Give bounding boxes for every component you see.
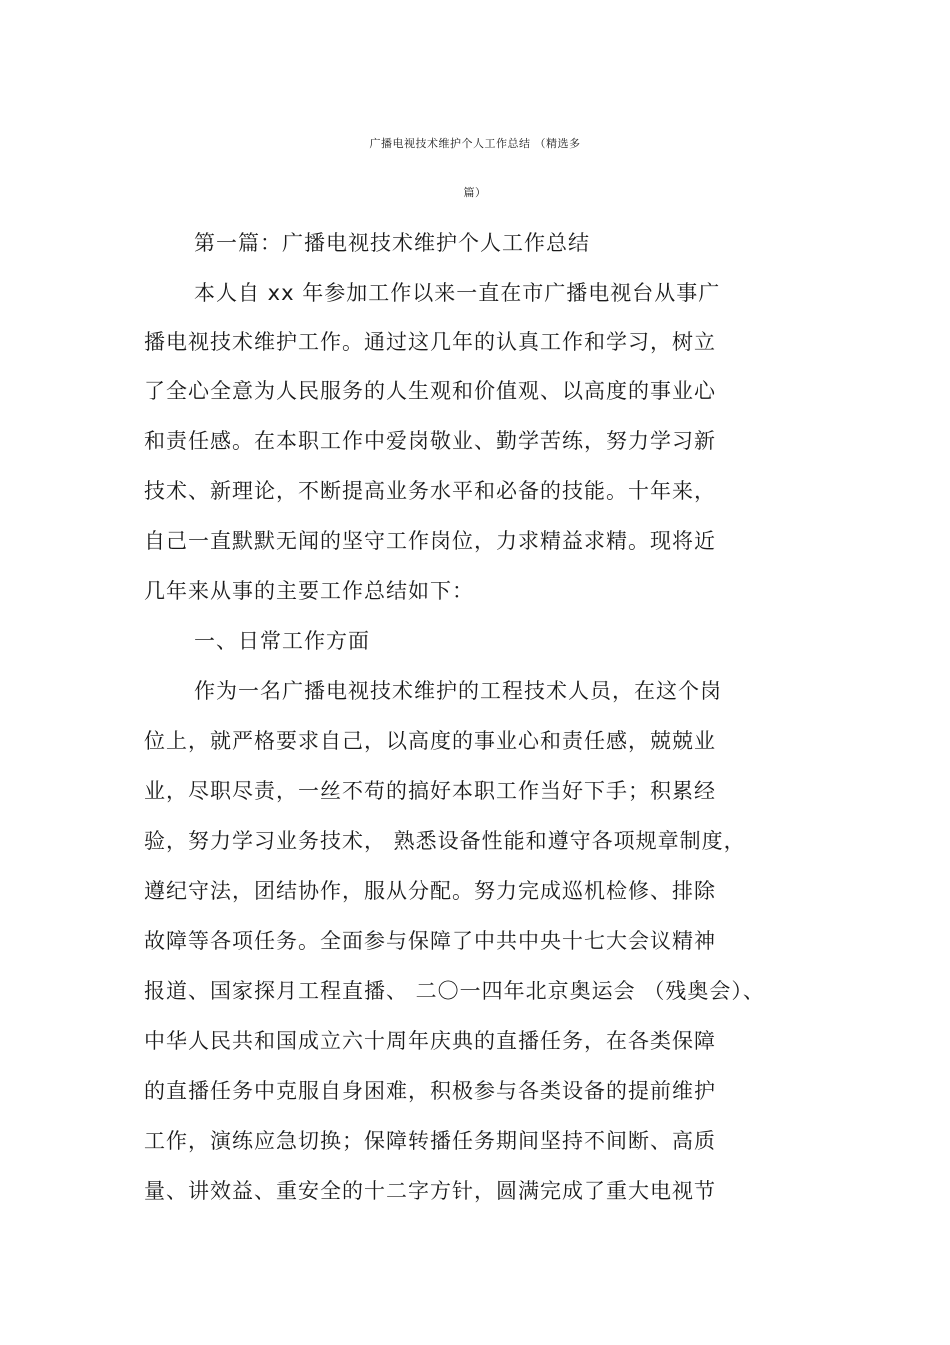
document-title-line-1: 广播电视技术维护个人工作总结 （精选多 (369, 137, 581, 150)
paragraph-line: 遵纪守法，团结协作，服从分配。努力完成巡机检修、排除 (144, 879, 716, 903)
section-heading: 第一篇：广播电视技术维护个人工作总结 (194, 231, 590, 255)
paragraph-line: 本人自 xx 年参加工作以来一直在市广播电视台从事广 (194, 281, 721, 305)
paragraph-line: 作为一名广播电视技术维护的工程技术人员，在这个岗 (194, 679, 722, 703)
paragraph-line: 了全心全意为人民服务的人生观和价值观、以高度的事业心 (144, 379, 716, 403)
paragraph-line: 验，努力学习业务技术， 熟悉设备性能和遵守各项规章制度， (144, 829, 746, 853)
document-title-line-2: 篇） (463, 186, 487, 199)
paragraph-line: 报道、国家探月工程直播、 二〇一四年北京奥运会 （残奥会）、 (144, 979, 765, 1003)
paragraph-line: 故障等各项任务。全面参与保障了中共中央十七大会议精神 (144, 929, 716, 953)
paragraph-line: 量、讲效益、重安全的十二字方针，圆满完成了重大电视节 (144, 1179, 716, 1203)
paragraph-line: 播电视技术维护工作。通过这几年的认真工作和学习，树立 (144, 330, 716, 354)
paragraph-line: 中华人民共和国成立六十周年庆典的直播任务，在各类保障 (144, 1029, 716, 1053)
paragraph-line: 几年来从事的主要工作总结如下： (144, 579, 474, 603)
subsection-heading: 一、日常工作方面 (194, 629, 370, 653)
paragraph-line: 技术、新理论，不断提高业务水平和必备的技能。十年来， (144, 479, 716, 503)
paragraph-line: 的直播任务中克服自身困难，积极参与各类设备的提前维护 (144, 1079, 716, 1103)
paragraph-line: 位上，就严格要求自己，以高度的事业心和责任感，兢兢业 (144, 729, 716, 753)
paragraph-line: 和责任感。在本职工作中爱岗敬业、勤学苦练，努力学习新 (144, 429, 716, 453)
paragraph-line: 工作，演练应急切换；保障转播任务期间坚持不间断、高质 (144, 1129, 716, 1153)
paragraph-line: 业，尽职尽责，一丝不苟的搞好本职工作当好下手；积累经 (144, 779, 716, 803)
paragraph-line: 自己一直默默无闻的坚守工作岗位，力求精益求精。现将近 (144, 529, 716, 553)
